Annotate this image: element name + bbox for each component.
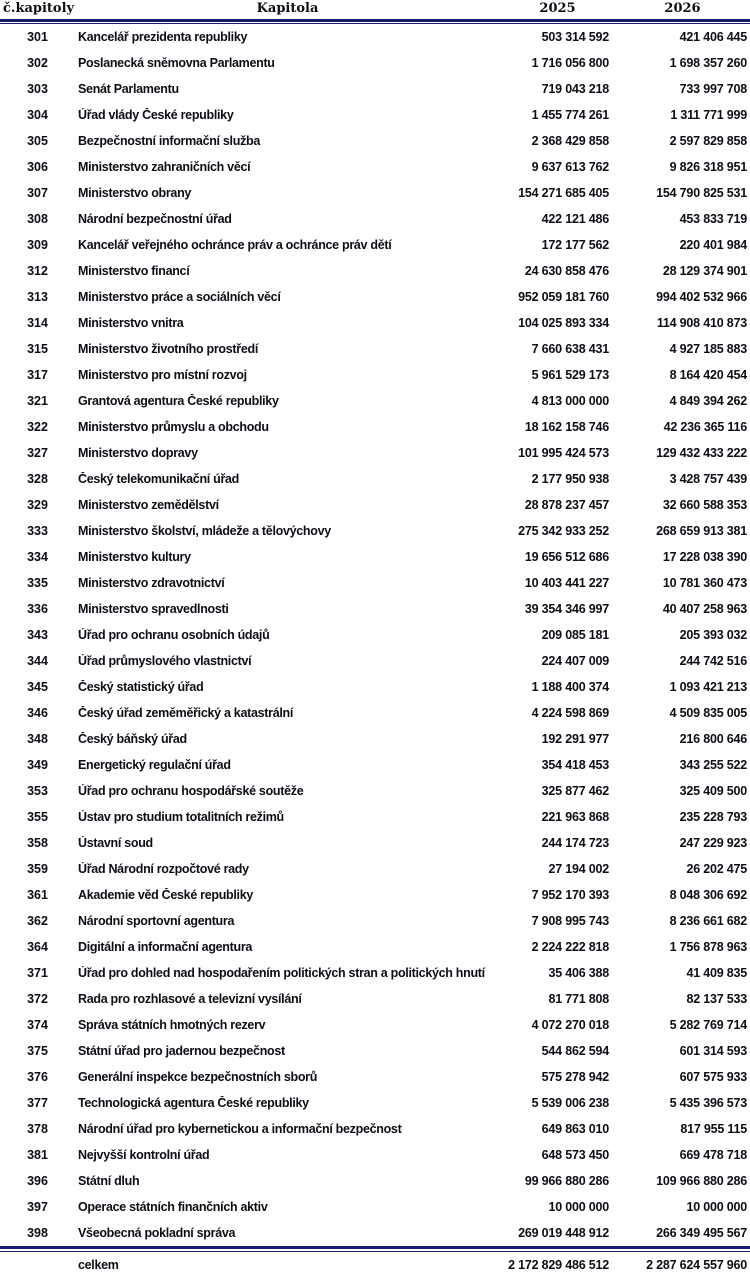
chapter-number: 309 bbox=[27, 238, 48, 252]
chapter-number: 376 bbox=[27, 1070, 48, 1084]
value-2025: 7 952 170 393 bbox=[531, 888, 609, 902]
chapter-name: Národní bezpečnostní úřad bbox=[78, 212, 232, 226]
chapter-number: 346 bbox=[27, 706, 48, 720]
value-2026: 5 282 769 714 bbox=[669, 1018, 747, 1032]
chapter-name: Státní dluh bbox=[78, 1174, 140, 1188]
table-row bbox=[0, 492, 750, 518]
value-2026: 114 908 410 873 bbox=[656, 316, 747, 330]
value-2025: 2 224 222 818 bbox=[531, 940, 609, 954]
chapter-name: Český báňský úřad bbox=[78, 732, 187, 746]
value-2025: 5 961 529 173 bbox=[531, 368, 609, 382]
table-row bbox=[0, 596, 750, 622]
table-row bbox=[0, 648, 750, 674]
chapter-name: Český úřad zeměměřický a katastrální bbox=[78, 706, 294, 720]
chapter-number: 359 bbox=[27, 862, 48, 876]
table-row bbox=[0, 674, 750, 700]
value-2025: 354 418 453 bbox=[541, 758, 609, 772]
value-2025: 27 194 002 bbox=[548, 862, 609, 876]
value-2026: 1 756 878 963 bbox=[669, 940, 747, 954]
chapter-name: Úřad pro dohled nad hospodařením politických stran a politických hnutí bbox=[78, 966, 485, 980]
value-2026: 4 849 394 262 bbox=[669, 394, 747, 408]
table-row bbox=[0, 102, 750, 128]
table-row bbox=[0, 622, 750, 648]
chapter-number: 328 bbox=[27, 472, 48, 486]
value-2025: 172 177 562 bbox=[541, 238, 609, 252]
chapter-name: Ministerstvo financí bbox=[78, 264, 190, 278]
header-chapter-name: Kapitola bbox=[256, 1, 319, 16]
value-2025: 4 224 598 869 bbox=[531, 706, 609, 720]
chapter-number: 345 bbox=[27, 680, 48, 694]
chapter-number: 322 bbox=[27, 420, 48, 434]
table-row bbox=[0, 154, 750, 180]
table-row bbox=[0, 700, 750, 726]
chapter-number: 335 bbox=[27, 576, 48, 590]
chapter-name: Ministerstvo zemědělství bbox=[78, 498, 219, 512]
chapter-number: 374 bbox=[27, 1018, 48, 1032]
value-2025: 269 019 448 912 bbox=[518, 1226, 609, 1240]
value-2025: 422 121 486 bbox=[541, 212, 609, 226]
chapter-number: 327 bbox=[27, 446, 48, 460]
value-2025: 24 630 858 476 bbox=[524, 264, 609, 278]
value-2025: 5 539 006 238 bbox=[531, 1096, 609, 1110]
chapter-number: 372 bbox=[27, 992, 48, 1006]
value-2025: 1 188 400 374 bbox=[531, 680, 609, 694]
chapter-number: 353 bbox=[27, 784, 48, 798]
chapter-name: Úřad pro ochranu hospodářské soutěže bbox=[78, 784, 304, 798]
table-row bbox=[0, 388, 750, 414]
chapter-name: Ministerstvo vnitra bbox=[78, 316, 184, 330]
value-2025: 952 059 181 760 bbox=[518, 290, 609, 304]
value-2026: 8 236 661 682 bbox=[669, 914, 747, 928]
chapter-number: 336 bbox=[27, 602, 48, 616]
value-2025: 648 573 450 bbox=[541, 1148, 609, 1162]
value-2026: 4 509 835 005 bbox=[669, 706, 747, 720]
value-2026: 733 997 708 bbox=[679, 82, 747, 96]
value-2026: 817 955 115 bbox=[680, 1122, 747, 1136]
value-2026: 10 781 360 473 bbox=[662, 576, 747, 590]
value-2025: 10 403 441 227 bbox=[524, 576, 609, 590]
value-2025: 9 637 613 762 bbox=[531, 160, 609, 174]
chapter-name: Národní sportovní agentura bbox=[78, 914, 235, 928]
value-2026: 154 790 825 531 bbox=[656, 186, 747, 200]
chapter-name: Ministerstvo životního prostředí bbox=[78, 342, 258, 356]
value-2026: 421 406 445 bbox=[679, 30, 747, 44]
value-2026: 4 927 185 883 bbox=[669, 342, 747, 356]
chapter-number: 308 bbox=[27, 212, 48, 226]
value-2026: 220 401 984 bbox=[679, 238, 747, 252]
chapter-number: 315 bbox=[27, 342, 48, 356]
value-2025: 209 085 181 bbox=[541, 628, 609, 642]
value-2026: 1 698 357 260 bbox=[669, 56, 747, 70]
table-row bbox=[0, 804, 750, 830]
value-2026: 82 137 533 bbox=[686, 992, 747, 1006]
chapter-number: 396 bbox=[27, 1174, 48, 1188]
value-2026: 40 407 258 963 bbox=[662, 602, 747, 616]
chapter-name: Český telekomunikační úřad bbox=[78, 472, 240, 486]
value-2026: 453 833 719 bbox=[679, 212, 747, 226]
value-2025: 503 314 592 bbox=[541, 30, 609, 44]
chapter-number: 349 bbox=[27, 758, 48, 772]
table-row bbox=[0, 362, 750, 388]
table-row bbox=[0, 570, 750, 596]
table-row bbox=[0, 440, 750, 466]
value-2025: 18 162 158 746 bbox=[524, 420, 609, 434]
value-2026: 1 093 421 213 bbox=[669, 680, 747, 694]
value-2025: 101 995 424 573 bbox=[518, 446, 609, 460]
chapter-number: 397 bbox=[27, 1200, 48, 1214]
chapter-number: 304 bbox=[27, 108, 48, 122]
chapter-number: 306 bbox=[27, 160, 48, 174]
table-row bbox=[0, 1142, 750, 1168]
table-row bbox=[0, 882, 750, 908]
chapter-name: Grantová agentura České republiky bbox=[78, 394, 279, 408]
chapter-name: Ústavní soud bbox=[78, 836, 153, 850]
value-2026: 325 409 500 bbox=[679, 784, 747, 798]
value-2025: 19 656 512 686 bbox=[524, 550, 609, 564]
chapter-name: Senát Parlamentu bbox=[78, 82, 179, 96]
chapter-number: 375 bbox=[27, 1044, 48, 1058]
table-row bbox=[0, 960, 750, 986]
chapter-number: 307 bbox=[27, 186, 48, 200]
value-2025: 7 908 995 743 bbox=[531, 914, 609, 928]
table-row bbox=[0, 830, 750, 856]
value-2025: 2 177 950 938 bbox=[531, 472, 609, 486]
chapter-name: Ministerstvo dopravy bbox=[78, 446, 198, 460]
table-header-row bbox=[0, 0, 750, 19]
chapter-number: 371 bbox=[27, 966, 48, 980]
value-2026: 28 129 374 901 bbox=[662, 264, 747, 278]
value-2026: 247 229 923 bbox=[679, 836, 747, 850]
value-2026: 9 826 318 951 bbox=[669, 160, 747, 174]
chapter-number: 378 bbox=[27, 1122, 48, 1136]
value-2026: 5 435 396 573 bbox=[669, 1096, 747, 1110]
chapter-name: Ministerstvo práce a sociálních věcí bbox=[78, 290, 281, 304]
chapter-number: 334 bbox=[27, 550, 48, 564]
chapter-number: 381 bbox=[27, 1148, 48, 1162]
chapter-name: Technologická agentura České republiky bbox=[78, 1096, 309, 1110]
value-2026: 26 202 475 bbox=[686, 862, 747, 876]
chapter-number: 398 bbox=[27, 1226, 48, 1240]
chapter-name: Nejvyšší kontrolní úřad bbox=[78, 1148, 210, 1162]
chapter-name: Ministerstvo pro místní rozvoj bbox=[78, 368, 247, 382]
chapter-name: Ministerstvo školství, mládeže a tělovýchovy bbox=[78, 524, 331, 538]
chapter-name: Úřad průmyslového vlastnictví bbox=[78, 654, 252, 668]
chapter-name: Národní úřad pro kybernetickou a informační bezpečnost bbox=[78, 1122, 402, 1136]
value-2026: 1 311 771 999 bbox=[670, 108, 747, 122]
header-year-2025: 2025 bbox=[539, 1, 576, 16]
value-2026: 343 255 522 bbox=[679, 758, 747, 772]
chapter-name: Rada pro rozhlasové a televizní vysílání bbox=[78, 992, 302, 1006]
table-row bbox=[0, 752, 750, 778]
table-row bbox=[0, 544, 750, 570]
table-row bbox=[0, 76, 750, 102]
value-2025: 224 407 009 bbox=[541, 654, 609, 668]
value-2025: 81 771 808 bbox=[548, 992, 609, 1006]
chapter-name: Ministerstvo zdravotnictví bbox=[78, 576, 225, 590]
table-row bbox=[0, 1194, 750, 1220]
chapter-number: 314 bbox=[27, 316, 48, 330]
value-2026: 41 409 835 bbox=[686, 966, 747, 980]
table-row bbox=[0, 466, 750, 492]
chapter-number: 313 bbox=[27, 290, 48, 304]
table-row bbox=[0, 180, 750, 206]
header-chapter-number: č.kapitoly bbox=[3, 1, 75, 16]
chapter-name: Generální inspekce bezpečnostních sborů bbox=[78, 1070, 318, 1084]
chapter-name: Akademie věd České republiky bbox=[78, 888, 254, 902]
value-2025: 39 354 346 997 bbox=[524, 602, 609, 616]
chapter-number: 361 bbox=[27, 888, 48, 902]
value-2025: 10 000 000 bbox=[548, 1200, 609, 1214]
chapter-name: Kancelář veřejného ochránce práv a ochránce práv dětí bbox=[78, 238, 392, 252]
value-2026: 601 314 593 bbox=[679, 1044, 747, 1058]
chapter-name: Ministerstvo kultury bbox=[78, 550, 191, 564]
table-row bbox=[0, 934, 750, 960]
chapter-number: 305 bbox=[27, 134, 48, 148]
header-year-2026: 2026 bbox=[664, 1, 701, 16]
chapter-number: 317 bbox=[27, 368, 48, 382]
value-2025: 275 342 933 252 bbox=[518, 524, 609, 538]
value-2026: 10 000 000 bbox=[686, 1200, 747, 1214]
value-2026: 266 349 495 567 bbox=[656, 1226, 747, 1240]
value-2026: 994 402 532 966 bbox=[656, 290, 747, 304]
chapter-name: Úřad pro ochranu osobních údajů bbox=[78, 628, 270, 642]
value-2025: 325 877 462 bbox=[541, 784, 609, 798]
value-2025: 4 813 000 000 bbox=[531, 394, 609, 408]
value-2026: 607 575 933 bbox=[679, 1070, 747, 1084]
table-row bbox=[0, 50, 750, 76]
table-row bbox=[0, 908, 750, 934]
value-2026: 8 048 306 692 bbox=[669, 888, 747, 902]
chapter-name: Bezpečnostní informační služba bbox=[78, 134, 261, 148]
chapter-number: 343 bbox=[27, 628, 48, 642]
table-row bbox=[0, 856, 750, 882]
table-row bbox=[0, 726, 750, 752]
value-2025: 544 862 594 bbox=[541, 1044, 609, 1058]
value-2026: 2 597 829 858 bbox=[669, 134, 747, 148]
chapter-number: 321 bbox=[27, 394, 48, 408]
value-2026: 17 228 038 390 bbox=[662, 550, 747, 564]
value-2026: 32 660 588 353 bbox=[662, 498, 747, 512]
total-value-2026: 2 287 624 557 960 bbox=[646, 1257, 747, 1272]
value-2026: 129 432 433 222 bbox=[656, 446, 747, 460]
value-2026: 669 478 718 bbox=[679, 1148, 747, 1162]
value-2025: 1 455 774 261 bbox=[531, 108, 609, 122]
table-row bbox=[0, 1038, 750, 1064]
value-2025: 244 174 723 bbox=[541, 836, 609, 850]
table-row bbox=[0, 1220, 750, 1246]
table-row bbox=[0, 284, 750, 310]
table-row bbox=[0, 258, 750, 284]
chapter-number: 377 bbox=[27, 1096, 48, 1110]
table-row bbox=[0, 1116, 750, 1142]
value-2025: 7 660 638 431 bbox=[531, 342, 609, 356]
chapter-number: 301 bbox=[27, 30, 48, 44]
chapter-number: 362 bbox=[27, 914, 48, 928]
chapter-number: 329 bbox=[27, 498, 48, 512]
value-2025: 2 368 429 858 bbox=[531, 134, 609, 148]
chapter-name: Úřad Národní rozpočtové rady bbox=[78, 862, 249, 876]
chapter-name: Ministerstvo zahraničních věcí bbox=[78, 160, 251, 174]
value-2026: 235 228 793 bbox=[679, 810, 747, 824]
table-row bbox=[0, 24, 750, 50]
value-2026: 3 428 757 439 bbox=[669, 472, 747, 486]
table-body bbox=[0, 24, 750, 1246]
chapter-number: 333 bbox=[27, 524, 48, 538]
table-row bbox=[0, 232, 750, 258]
chapter-number: 355 bbox=[27, 810, 48, 824]
value-2026: 244 742 516 bbox=[679, 654, 747, 668]
chapter-name: Ústav pro studium totalitních režimů bbox=[78, 810, 284, 824]
table-row bbox=[0, 336, 750, 362]
value-2026: 268 659 913 381 bbox=[656, 524, 747, 538]
chapter-number: 364 bbox=[27, 940, 48, 954]
total-row bbox=[0, 1252, 750, 1277]
value-2026: 8 164 420 454 bbox=[669, 368, 747, 382]
chapter-name: Operace státních finančních aktiv bbox=[78, 1200, 268, 1214]
table-row bbox=[0, 1090, 750, 1116]
chapter-number: 344 bbox=[27, 654, 48, 668]
chapter-name: Státní úřad pro jadernou bezpečnost bbox=[78, 1044, 285, 1058]
chapter-number: 348 bbox=[27, 732, 48, 746]
table-row bbox=[0, 518, 750, 544]
chapter-name: Ministerstvo obrany bbox=[78, 186, 192, 200]
table-row bbox=[0, 1168, 750, 1194]
chapter-number: 358 bbox=[27, 836, 48, 850]
chapter-name: Poslanecká sněmovna Parlamentu bbox=[78, 56, 275, 70]
total-label: celkem bbox=[78, 1257, 119, 1272]
chapter-name: Ministerstvo průmyslu a obchodu bbox=[78, 420, 269, 434]
value-2025: 192 291 977 bbox=[541, 732, 609, 746]
table-row bbox=[0, 986, 750, 1012]
table-row bbox=[0, 310, 750, 336]
value-2026: 205 393 032 bbox=[679, 628, 747, 642]
table-row bbox=[0, 1064, 750, 1090]
value-2025: 99 966 880 286 bbox=[524, 1174, 609, 1188]
chapter-number: 303 bbox=[27, 82, 48, 96]
value-2025: 649 863 010 bbox=[541, 1122, 609, 1136]
value-2026: 216 800 646 bbox=[679, 732, 747, 746]
value-2025: 221 963 868 bbox=[541, 810, 609, 824]
value-2025: 28 878 237 457 bbox=[524, 498, 609, 512]
chapter-name: Úřad vlády České republiky bbox=[78, 108, 234, 122]
chapter-name: Digitální a informační agentura bbox=[78, 940, 253, 954]
value-2025: 35 406 388 bbox=[548, 966, 609, 980]
value-2025: 719 043 218 bbox=[541, 82, 609, 96]
table-row bbox=[0, 778, 750, 804]
table-row bbox=[0, 1012, 750, 1038]
value-2025: 154 271 685 405 bbox=[518, 186, 609, 200]
chapter-number: 302 bbox=[27, 56, 48, 70]
chapter-name: Všeobecná pokladní správa bbox=[78, 1226, 236, 1240]
value-2026: 109 966 880 286 bbox=[656, 1174, 747, 1188]
chapter-name: Ministerstvo spravedlnosti bbox=[78, 602, 229, 616]
table-row bbox=[0, 206, 750, 232]
chapter-number: 312 bbox=[27, 264, 48, 278]
table-row bbox=[0, 414, 750, 440]
chapter-name: Energetický regulační úřad bbox=[78, 758, 231, 772]
chapter-name: Správa státních hmotných rezerv bbox=[78, 1018, 266, 1032]
value-2026: 42 236 365 116 bbox=[663, 420, 747, 434]
value-2025: 104 025 893 334 bbox=[518, 316, 609, 330]
chapter-name: Kancelář prezidenta republiky bbox=[78, 30, 248, 44]
table-row bbox=[0, 128, 750, 154]
value-2025: 1 716 056 800 bbox=[531, 56, 609, 70]
value-2025: 4 072 270 018 bbox=[531, 1018, 609, 1032]
chapter-name: Český statistický úřad bbox=[78, 680, 204, 694]
total-value-2025: 2 172 829 486 512 bbox=[508, 1257, 609, 1272]
value-2025: 575 278 942 bbox=[541, 1070, 609, 1084]
